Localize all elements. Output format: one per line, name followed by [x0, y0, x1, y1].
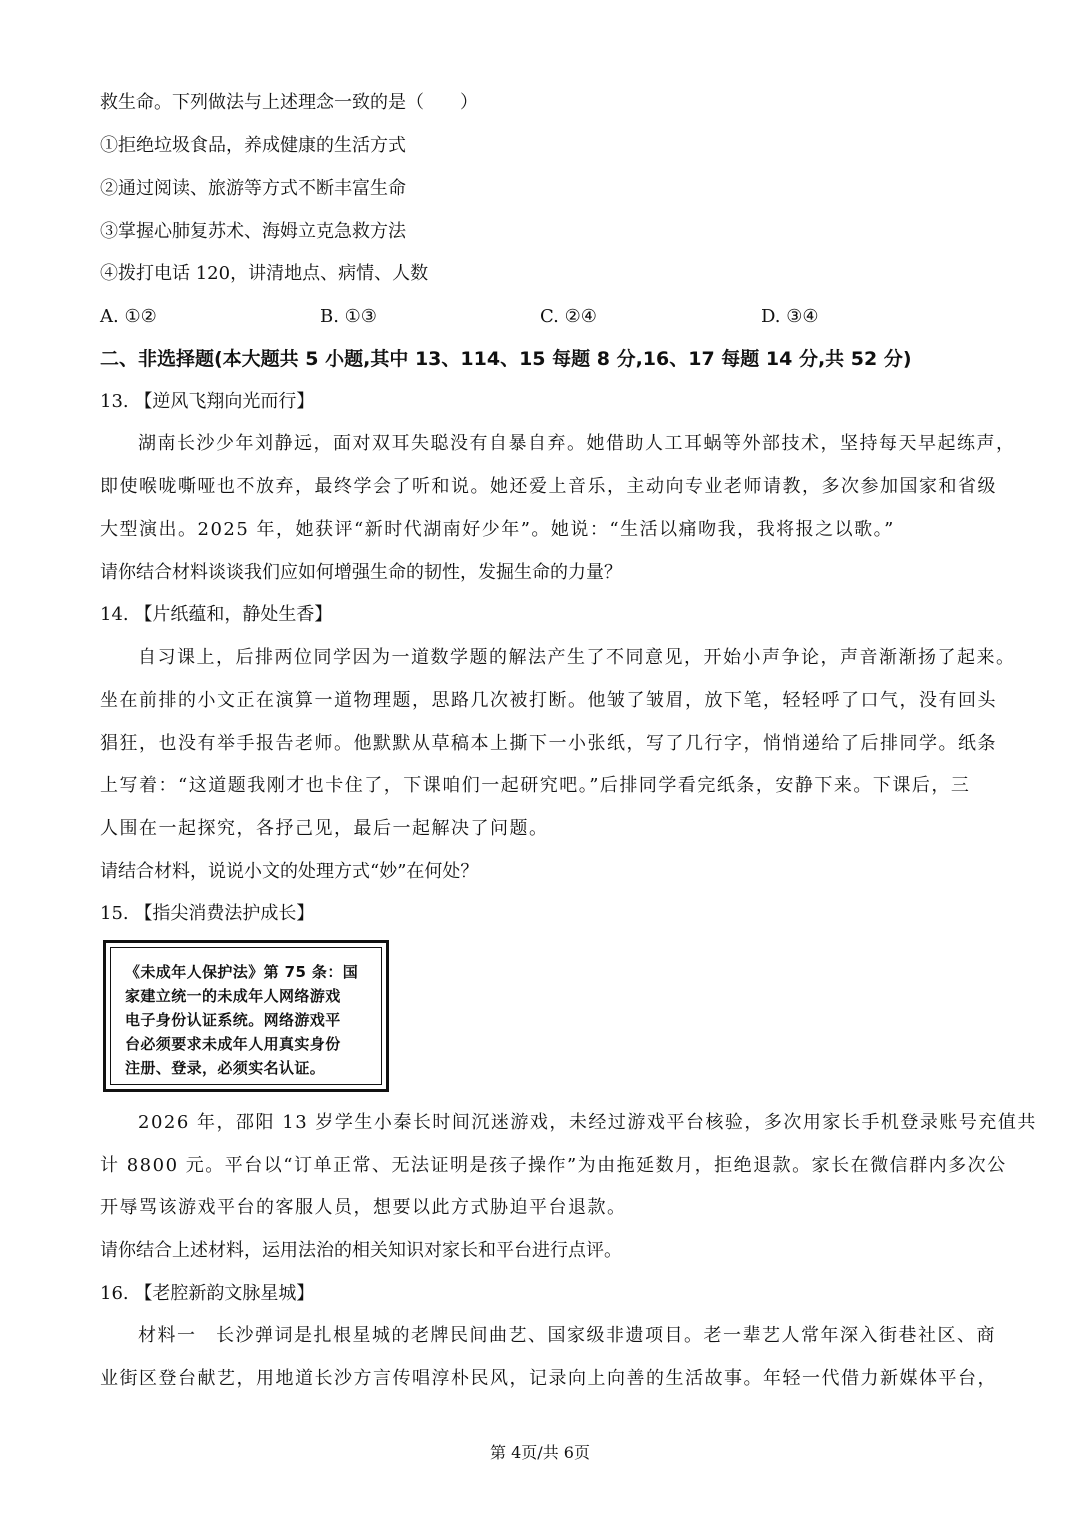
q12-item-4: ④拨打电话 120，讲清地点、病情、人数 [100, 263, 429, 284]
q14-material-line-5: 人围在一起探究，各抒己见，最后一起解决了问题。 [100, 818, 549, 839]
q12-option-b: B. ①③ [320, 306, 377, 327]
page-number-footer: 第 4页/共 6页 [490, 1443, 590, 1462]
q13-material-line-3: 大型演出。2025 年，她获评“新时代湖南好少年”。她说：“生活以痛吻我，我将报之以歌。” [100, 519, 895, 540]
q15-title: 15. 【指尖消费法护成长】 [100, 903, 315, 924]
q15-material-line-1: 2026 年，邵阳 13 岁学生小秦长时间沉迷游戏，未经过游戏平台核验，多次用家长手机登录账号充值共 [138, 1112, 1037, 1133]
law-line-5: 注册、登录，必须实名认证。 [125, 1059, 326, 1077]
law-line-2: 家建立统一的未成年人网络游戏 [125, 987, 341, 1005]
q15-question: 请你结合上述材料，运用法治的相关知识对家长和平台进行点评。 [100, 1240, 622, 1261]
q14-title: 14. 【片纸蕴和，静处生香】 [100, 604, 333, 625]
q14-material-line-2: 坐在前排的小文正在演算一道物理题，思路几次被打断。他皱了皱眉，放下笔，轻轻呼了口气，没有回头 [100, 690, 997, 711]
q13-material-line-2: 即使喉咙嘶哑也不放弃，最终学会了听和说。她还爱上音乐，主动向专业老师请教，多次参加国家和省级 [100, 476, 997, 497]
q13-title: 13. 【逆风飞翔向光而行】 [100, 391, 315, 412]
q12-option-c: C. ②④ [540, 306, 597, 327]
q12-item-1: ①拒绝垃圾食品，养成健康的生活方式 [100, 135, 406, 156]
q14-material-line-4: 上写着：“这道题我刚才也卡住了，下课咱们一起研究吧。”后排同学看完纸条，安静下来。下课后，三 [100, 775, 971, 796]
q14-material-line-1: 自习课上，后排两位同学因为一道数学题的解法产生了不同意见，开始小声争论，声音渐渐扬了起来。 [138, 647, 1016, 668]
q16-title: 16. 【老腔新韵文脉星城】 [100, 1283, 315, 1304]
law-line-1: 《未成年人保护法》第 75 条：国 [125, 963, 359, 981]
q14-material-line-3: 猖狂，也没有举手报告老师。他默默从草稿本上撕下一小张纸，写了几行字，悄悄递给了后排同学。纸条 [100, 733, 997, 754]
q12-item-2: ②通过阅读、旅游等方式不断丰富生命 [100, 178, 406, 199]
q13-question: 请你结合材料谈谈我们应如何增强生命的韧性，发掘生命的力量？ [100, 562, 622, 583]
law-excerpt-box [103, 940, 389, 1092]
q12-option-d: D. ③④ [761, 306, 819, 327]
q13-material-line-1: 湖南长沙少年刘静远，面对双耳失聪没有自暴自弃。她借助人工耳蜗等外部技术，坚持每天早起练声， [138, 433, 1016, 454]
q16-material-line-2: 业街区登台献艺，用地道长沙方言传唱淳朴民风，记录向上向善的生活故事。年轻一代借力新媒体平台， [100, 1368, 997, 1389]
law-line-3: 电子身份认证系统。网络游戏平 [125, 1011, 341, 1029]
section-heading: 二、非选择题(本大题共 5 小题,其中 13、114、15 每题 8 分,16、17 每题 14 分,共 52 分) [100, 348, 912, 370]
q15-material-line-2: 计 8800 元。平台以“订单正常、无法证明是孩子操作”为由拖延数月，拒绝退款。家长在微信群内多次公 [100, 1155, 1007, 1176]
q16-material-line-1: 材料一 长沙弹词是扎根星城的老牌民间曲艺、国家级非遗项目。老一辈艺人常年深入街巷社区、商 [138, 1325, 996, 1346]
law-excerpt-inner [110, 947, 382, 1085]
q12-option-a: A. ①② [100, 306, 157, 327]
q15-material-line-3: 开辱骂该游戏平台的客服人员，想要以此方式胁迫平台退款。 [100, 1197, 627, 1218]
q12-stem-tail: 救生命。下列做法与上述理念一致的是（ ） [100, 92, 478, 113]
q14-question: 请结合材料，说说小文的处理方式“妙”在何处？ [100, 861, 479, 882]
law-line-4: 台必须要求未成年人用真实身份 [125, 1035, 341, 1053]
q12-item-3: ③掌握心肺复苏术、海姆立克急救方法 [100, 221, 406, 242]
